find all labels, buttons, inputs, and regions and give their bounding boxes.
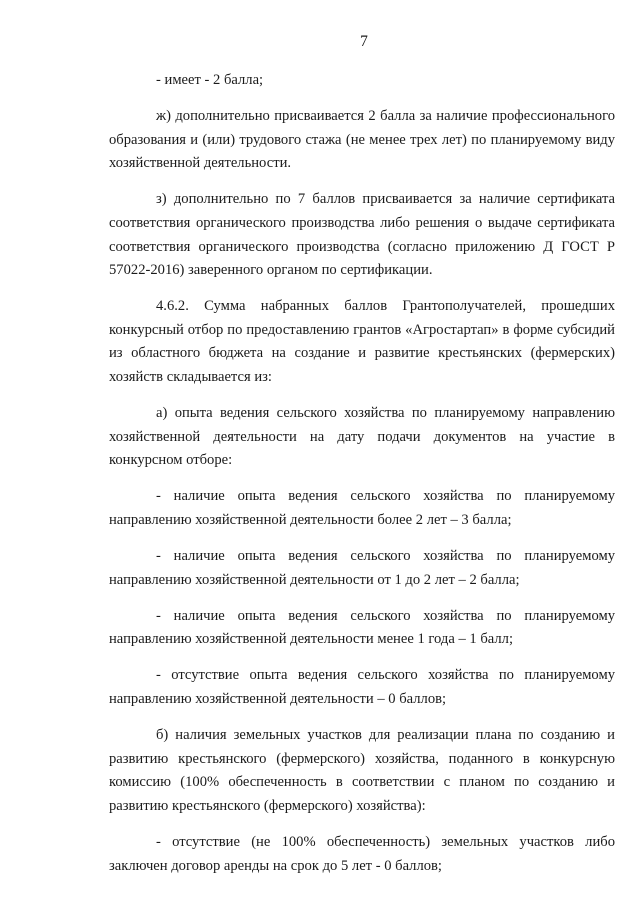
paragraph-section-4-6-2: 4.6.2. Сумма набранных баллов Грантополучателей, прошедших конкурсный отбор по предоставлению грантов «Агростартап» в форме субсидий из областного бюджета на создание и развитие крестьянских (фермерских) хозяйств складывается из: [109, 298, 615, 386]
document-body [109, 69, 615, 878]
paragraph-list-item: - отсутствие (не 100% обеспеченность) земельных участков либо заключен договор аренды на срок до 5 лет - 0 баллов; [109, 834, 615, 874]
paragraph-list-item: - имеет - 2 балла; [156, 72, 264, 88]
paragraph-list-item: - отсутствие опыта ведения сельского хозяйства по планируемому направлению хозяйственной деятельности – 0 баллов; [109, 667, 615, 708]
paragraph-clause-z: з) дополнительно по 7 баллов присваивается за наличие сертификата соответствия органического производства либо решения о выдаче сертификата соответствия органического производства (согласно приложению Д ГОСТ Р 57022-2016) заверенного органом по сертификации. [109, 191, 615, 279]
paragraph-clause-b: б) наличия земельных участков для реализации плана по созданию и развитию крестьянского (фермерского) хозяйства, поданного в конкурсную комиссию (100% обеспеченность в соответствии с планом по созданию и развитию крестьянского (фермерского) хозяйства): [109, 727, 615, 814]
paragraph-clause-zh: ж) дополнительно присваивается 2 балла за наличие профессионального образования и (или) трудового стажа (не менее трех лет) по планируемому виду хозяйственной деятельности. [109, 108, 615, 172]
paragraph-list-item: - наличие опыта ведения сельского хозяйства по планируемому направлению хозяйственной деятельности от 1 до 2 лет – 2 балла; [109, 548, 615, 588]
paragraph-list-item: - наличие опыта ведения сельского хозяйства по планируемому направлению хозяйственной деятельности менее 1 года – 1 балл; [109, 607, 615, 648]
paragraph-list-item: - наличие опыта ведения сельского хозяйства по планируемому направлению хозяйственной деятельности более 2 лет – 3 балла; [109, 488, 615, 528]
paragraph-clause-a: а) опыта ведения сельского хозяйства по планируемому направлению хозяйственной деятельности на дату подачи документов на участие в конкурсном отборе: [109, 405, 615, 469]
page-number: 7 [360, 33, 368, 50]
